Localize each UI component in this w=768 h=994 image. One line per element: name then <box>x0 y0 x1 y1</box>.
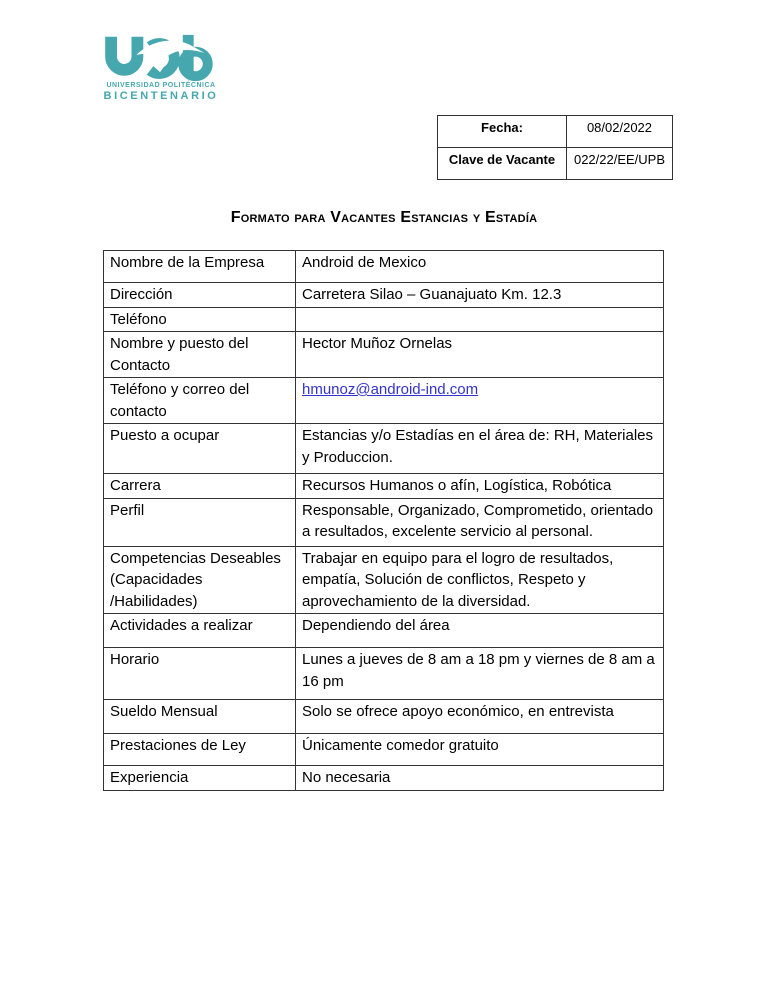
field-value-cell: Lunes a jueves de 8 am a 18 pm y viernes de 8 am a 16 pm <box>296 648 664 700</box>
upb-logo-icon <box>102 34 220 83</box>
table-row <box>104 378 664 424</box>
university-logo <box>94 34 228 102</box>
logo-bicentenario-text: BICENTENARIO <box>103 90 219 102</box>
field-value-cell: Estancias y/o Estadías en el área de: RH, Materiales y Produccion. <box>296 424 664 474</box>
field-label-cell: Perfil <box>104 498 296 546</box>
field-value-cell: No necesaria <box>296 766 664 791</box>
field-label-cell: Teléfono y correo del contacto <box>104 378 296 424</box>
field-label-cell: Competencias Deseables (Capacidades /Habilidades) <box>104 546 296 614</box>
field-label-cell: Puesto a ocupar <box>104 424 296 474</box>
email-link[interactable]: hmunoz@android-ind.com <box>302 381 479 398</box>
field-value-cell: Solo se ofrece apoyo económico, en entrevista <box>296 700 664 734</box>
field-label-cell: Teléfono <box>104 307 296 332</box>
table-row <box>104 498 664 546</box>
field-label-cell: Nombre de la Empresa <box>104 251 296 283</box>
table-row <box>104 474 664 499</box>
form-title: Formato para Vacantes Estancias y Estadía <box>230 209 538 226</box>
field-value-cell: Dependiendo del área <box>296 614 664 648</box>
table-row <box>104 766 664 791</box>
field-value-cell: Android de Mexico <box>296 251 664 283</box>
clave-de-vacante-label: Clave de Vacante <box>438 148 567 180</box>
table-row <box>104 332 664 378</box>
field-value-cell <box>296 307 664 332</box>
fecha-label: Fecha: <box>438 116 567 148</box>
field-label-cell: Nombre y puesto del Contacto <box>104 332 296 378</box>
field-value-cell: Hector Muñoz Ornelas <box>296 332 664 378</box>
field-value-cell: Responsable, Organizado, Comprometido, orientado a resultados, excelente servicio al personal. <box>296 498 664 546</box>
header-meta-table <box>437 115 673 180</box>
table-row <box>104 614 664 648</box>
table-row <box>104 546 664 614</box>
field-label-cell: Experiencia <box>104 766 296 791</box>
field-label-cell: Dirección <box>104 283 296 308</box>
table-row <box>104 648 664 700</box>
table-row <box>104 283 664 308</box>
field-label-cell: Prestaciones de Ley <box>104 734 296 766</box>
field-value-cell: Únicamente comedor gratuito <box>296 734 664 766</box>
meta-row-fecha <box>438 116 673 148</box>
field-value-cell: Trabajar en equipo para el logro de resultados, empatía, Solución de conflictos, Respeto y aprovechamiento de la diversidad. <box>296 546 664 614</box>
table-row <box>104 734 664 766</box>
field-label-cell: Sueldo Mensual <box>104 700 296 734</box>
field-value-cell <box>296 378 664 424</box>
logo-university-text: UNIVERSIDAD POLITÉCNICA <box>106 82 216 89</box>
vacancy-form-table <box>103 250 664 791</box>
clave-de-vacante-value: 022/22/EE/UPB <box>567 148 673 180</box>
field-label-cell: Carrera <box>104 474 296 499</box>
field-label-cell: Actividades a realizar <box>104 614 296 648</box>
fecha-value: 08/02/2022 <box>567 116 673 148</box>
meta-row-clave <box>438 148 673 180</box>
field-label-cell: Horario <box>104 648 296 700</box>
table-row <box>104 307 664 332</box>
table-row <box>104 424 664 474</box>
table-row <box>104 251 664 283</box>
field-value-cell: Recursos Humanos o afín, Logística, Robótica <box>296 474 664 499</box>
table-row <box>104 700 664 734</box>
field-value-cell: Carretera Silao – Guanajuato Km. 12.3 <box>296 283 664 308</box>
